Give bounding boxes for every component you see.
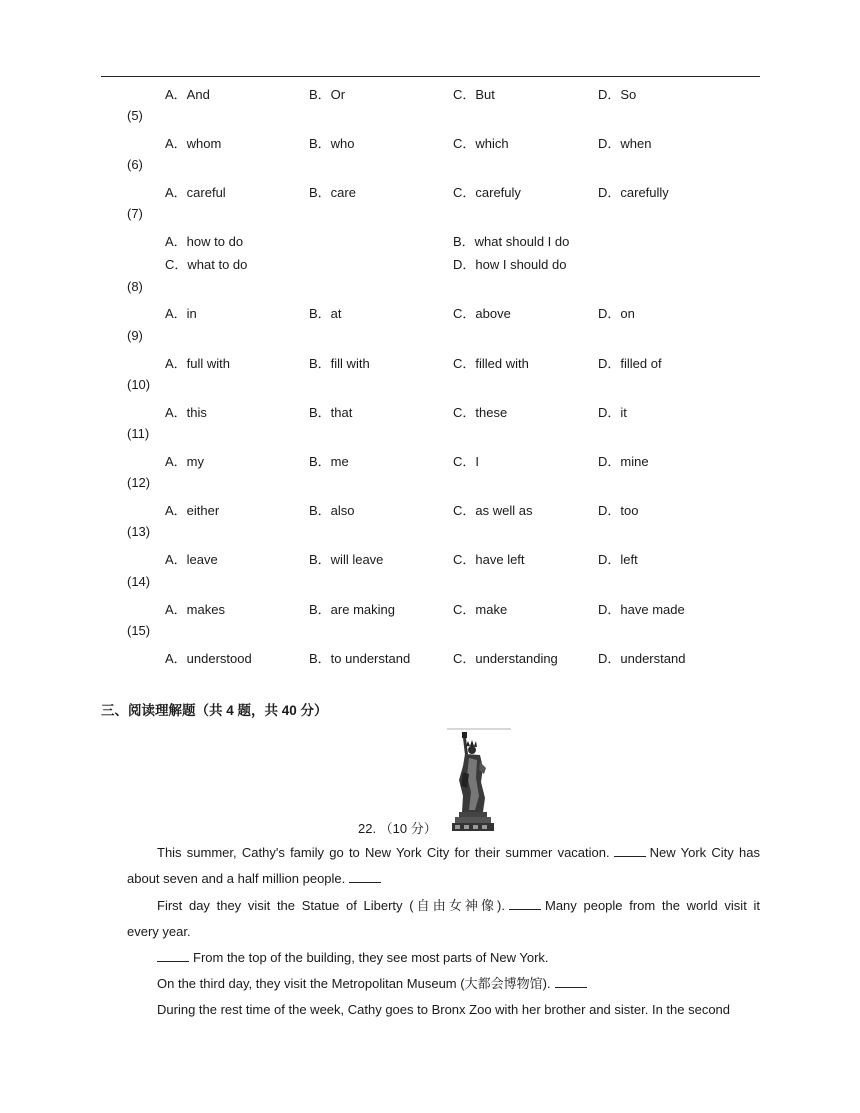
option-d: D．So <box>598 87 637 102</box>
passage-text: From the top of the building, they see most parts of New York. <box>193 950 549 965</box>
option-b: B．fill with <box>309 356 370 371</box>
passage-text: First day they visit the Statue of Liberty ( <box>157 898 414 913</box>
option-b: B．are making <box>309 602 395 617</box>
passage-text: This summer, Cathy's family go to New York City for their summer vacation. <box>157 845 610 860</box>
option-a: A．whom <box>165 136 222 151</box>
option-c: C．I <box>453 454 480 469</box>
question-number: (15) <box>127 623 151 638</box>
option-b: B．me <box>309 454 349 469</box>
passage-text: Many people from the world visit it <box>545 898 760 913</box>
option-a: A．leave <box>165 552 218 567</box>
option-c: C．above <box>453 306 511 321</box>
option-a: A．understood <box>165 651 252 666</box>
option-c: C．have left <box>453 552 525 567</box>
header-rule <box>101 76 760 77</box>
passage-paragraph <box>127 919 760 945</box>
statue-of-liberty-image <box>447 728 511 832</box>
option-c: C．as well as <box>453 503 533 518</box>
option-d: D．mine <box>598 454 649 469</box>
section-title: 三、阅读理解题（共 4 题，共 40 分） <box>101 703 328 718</box>
question-number: (6) <box>127 157 143 172</box>
option-c: C．understanding <box>453 651 558 666</box>
option-a: A．careful <box>165 185 226 200</box>
answer-blank[interactable] <box>349 870 381 883</box>
option-b: B．care <box>309 185 356 200</box>
option-a: A．this <box>165 405 207 420</box>
option-b: B．to understand <box>309 651 411 666</box>
option-b: B．Or <box>309 87 346 102</box>
question-number: (9) <box>127 328 143 343</box>
passage-paragraph <box>127 840 760 866</box>
option-a: A．in <box>165 306 197 321</box>
option-d: D．when <box>598 136 652 151</box>
passage-text: During the rest time of the week, Cathy goes to Bronx Zoo with her brother and sister. In the second <box>157 1002 731 1017</box>
passage-text: 自由女神像 <box>413 899 498 914</box>
answer-blank[interactable] <box>555 975 587 988</box>
option-d: D．understand <box>598 651 686 666</box>
option-c: C．filled with <box>453 356 529 371</box>
passage-paragraph <box>127 893 760 920</box>
answer-blank[interactable] <box>157 949 189 962</box>
passage-paragraph <box>157 945 760 971</box>
option-b: B．what should I do <box>453 234 570 249</box>
passage-text: about seven and a half million people. <box>127 871 346 886</box>
question-number: (13) <box>127 524 151 539</box>
question-number: (11) <box>127 426 150 441</box>
question-number: (8) <box>127 279 143 294</box>
passage-text: On the third day, they visit the Metropolitan Museum ( <box>157 976 465 991</box>
passage-text: New York City has <box>649 845 760 860</box>
option-a: A．makes <box>165 602 225 617</box>
answer-blank[interactable] <box>614 844 646 857</box>
option-a: A．either <box>165 503 220 518</box>
option-b: B．at <box>309 306 342 321</box>
passage-text: every year. <box>127 924 191 939</box>
passage-paragraph <box>127 997 760 1023</box>
question-22-heading: 22. （10 分） <box>358 821 437 836</box>
option-b: B．who <box>309 136 355 151</box>
option-d: D．left <box>598 552 638 567</box>
option-c: C．carefuly <box>453 185 521 200</box>
option-c: C．make <box>453 602 508 617</box>
option-d: D．filled of <box>598 356 662 371</box>
passage-paragraph <box>127 971 760 998</box>
passage-text: 大都会博物馆 <box>464 977 543 992</box>
option-d: D．how I should do <box>453 257 567 272</box>
option-a: A．my <box>165 454 205 469</box>
option-d: D．carefully <box>598 185 669 200</box>
option-b: B．also <box>309 503 355 518</box>
option-b: B．that <box>309 405 353 420</box>
option-c: C．But <box>453 87 495 102</box>
answer-blank[interactable] <box>509 897 541 910</box>
passage-text: ). <box>497 898 505 913</box>
option-a: A．And <box>165 87 210 102</box>
question-number: (10) <box>127 377 151 392</box>
question-number: (14) <box>127 574 151 589</box>
option-a: A．full with <box>165 356 231 371</box>
passage-text: ). <box>542 976 551 991</box>
option-d: D．it <box>598 405 627 420</box>
option-c: C．these <box>453 405 508 420</box>
question-number: (7) <box>127 206 143 221</box>
question-number: (5) <box>127 108 143 123</box>
option-d: D．have made <box>598 602 685 617</box>
option-c: C．which <box>453 136 509 151</box>
option-d: D．on <box>598 306 635 321</box>
question-number: (12) <box>127 475 151 490</box>
option-a: A．how to do <box>165 234 244 249</box>
option-d: D．too <box>598 503 639 518</box>
option-b: B．will leave <box>309 552 384 567</box>
passage-paragraph <box>127 866 760 892</box>
option-c: C．what to do <box>165 257 248 272</box>
